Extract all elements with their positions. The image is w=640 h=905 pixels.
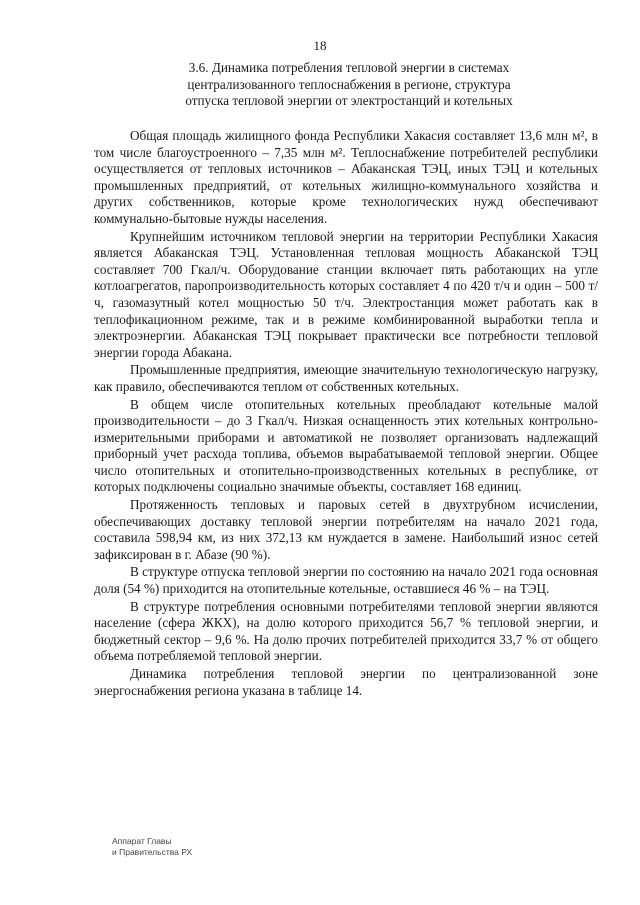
- section-title-line: 3.6. Динамика потребления тепловой энергии в системах: [188, 60, 510, 75]
- paragraph: В структуре потребления основными потребителями тепловой энергии являются население (сфера ЖКХ), на долю которого приходится 56,7 % тепловой энергии, и бюджетный сектор – 9,6 %. На долю прочих потребителей приходится 33,7 % от общего объема потребляемой тепловой энергии.: [94, 598, 598, 664]
- paragraph: В общем числе отопительных котельных преобладают котельные малой производительности – до 3 Гкал/ч. Низкая оснащенность этих котельных контрольно-измерительными приборами и автоматикой не позволяет организовать надлежащий приборный учет расхода топлива, объемов вырабатываемой тепловой энергии. Общее число отопительных и отопительно-производственных котельных в республике, от которых подключены социально значимые объекты, составляет 168 единиц.: [94, 396, 598, 495]
- paragraph: Динамика потребления тепловой энергии по централизованной зоне энергоснабжения региона указана в таблице 14.: [94, 666, 598, 698]
- section-title: [120, 60, 578, 110]
- page-number: 18: [313, 38, 327, 53]
- section-title-line: централизованного теплоснабжения в регионе, структура: [187, 76, 511, 92]
- footer-stamp: [112, 836, 192, 858]
- paragraph: Протяженность тепловых и паровых сетей в двухтрубном исчислении, обеспечивающих доставку тепловой энергии потребителям на начало 2021 года, составила 598,94 км, из них 372,13 км нуждается в замене. Наибольший износ сетей зафиксирован в г. Абазе (90 %).: [94, 497, 598, 562]
- paragraph: Крупнейшим источником тепловой энергии на территории Республики Хакасия является Абаканская ТЭЦ. Установленная тепловая мощность Абаканской ТЭЦ составляет 700 Гкал/ч. Оборудование станции включает пять работающих на угле котлоагрегатов, паропроизводительность которых составляет 4 по 420 т/ч и один – 500 т/ч, газомазутный котел мощностью 50 т/ч. Электростанция может работать как в теплофикационном режиме, так и в режиме комбинированной выработки тепла и электроэнергии. Абаканская ТЭЦ покрывает практически все потребности тепловой энергии города Абакана.: [94, 228, 598, 360]
- paragraph: Общая площадь жилищного фонда Республики Хакасия составляет 13,6 млн м², в том числе благоустроенного – 7,35 млн м². Теплоснабжение потребителей республики осуществляется от тепловых источников – Абаканская ТЭЦ, иных ТЭЦ и котельных промышленных предприятий, от котельных жилищно-коммунального хозяйства и других собственников, которые кроме технологических нужд обеспечивают коммунально-бытовые нужды населения.: [94, 128, 598, 226]
- section-title-line: отпуска тепловой энергии от электростанций и котельных: [185, 93, 513, 108]
- footer-line: и Правительства РХ: [112, 847, 193, 857]
- paragraph: Промышленные предприятия, имеющие значительную технологическую нагрузку, как правило, обеспечиваются теплом от собственных котельных.: [94, 362, 598, 394]
- footer-line: Аппарат Главы: [112, 836, 172, 846]
- paragraph: В структуре отпуска тепловой энергии по состоянию на начало 2021 года основная доля (54 %) приходится на отопительные котельные, оставшиеся 46 % – на ТЭЦ.: [94, 564, 598, 597]
- body-text: [94, 128, 598, 700]
